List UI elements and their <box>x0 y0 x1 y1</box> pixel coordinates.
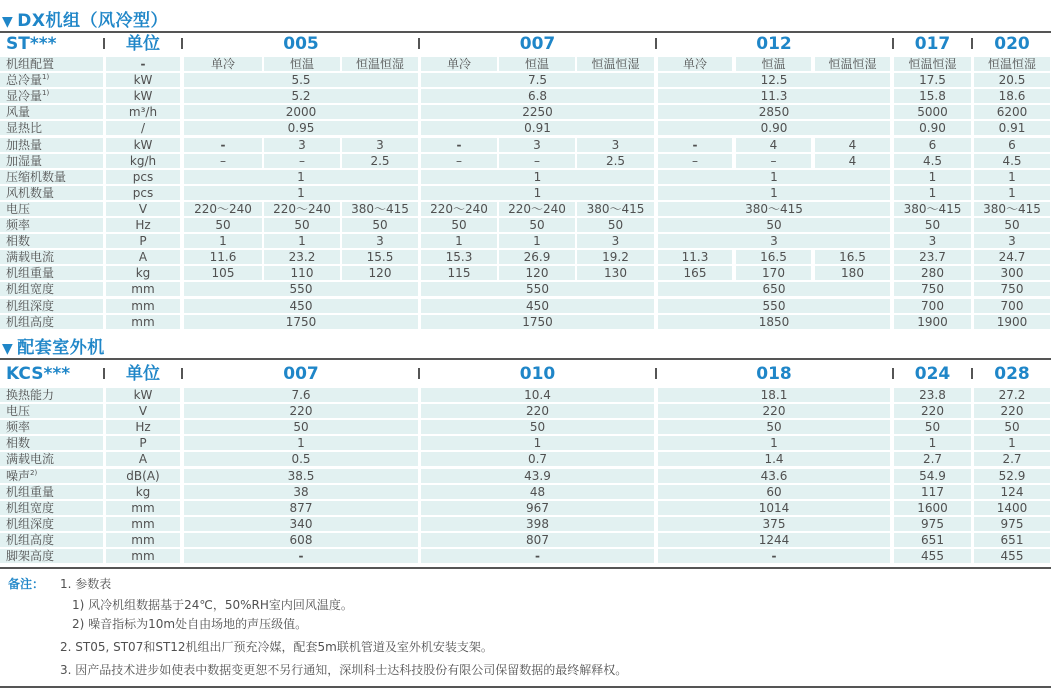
unit-header: 单位 <box>126 364 160 384</box>
value-cell: 38.5 <box>184 469 418 483</box>
value-cell: - <box>421 138 497 152</box>
value-cell: 50 <box>184 218 262 232</box>
value-cell: 450 <box>421 299 654 313</box>
value-cell: 23.8 <box>894 388 971 402</box>
value-cell: 608 <box>184 533 418 547</box>
row-unit: m³/h <box>106 105 180 119</box>
row-unit: mm <box>106 517 180 531</box>
row-unit: kW <box>106 73 180 87</box>
value-cell: 280 <box>894 266 971 280</box>
row-unit: A <box>106 452 180 466</box>
value-cell: 4 <box>736 138 811 152</box>
row-unit: P <box>106 436 180 450</box>
row-label: 脚架高度 <box>0 549 103 563</box>
row-unit: kg <box>106 485 180 499</box>
value-cell: 975 <box>894 517 971 531</box>
value-cell: 1 <box>184 170 418 184</box>
value-cell: 4.5 <box>894 154 971 168</box>
value-cell: 43.9 <box>421 469 654 483</box>
config-cell: 单冷 <box>658 57 732 71</box>
value-cell: 750 <box>894 282 971 296</box>
value-cell: - <box>658 549 890 563</box>
value-cell: 220 <box>658 404 890 418</box>
value-cell: 300 <box>974 266 1050 280</box>
value-cell: 3 <box>894 234 971 248</box>
value-cell: 1 <box>421 436 654 450</box>
divider <box>0 686 1051 688</box>
value-cell: 1 <box>894 436 971 450</box>
value-cell: 750 <box>974 282 1050 296</box>
note-line: 2) 噪音指标为10m处自由场地的声压级值。 <box>72 617 308 631</box>
row-unit: P <box>106 234 180 248</box>
value-cell: 6 <box>974 138 1050 152</box>
triangle-down-icon: ▼ <box>2 341 14 357</box>
column-separator <box>181 368 183 379</box>
row-label: 总冷量$^{1)}$ <box>0 73 103 87</box>
row-label: 机组深度 <box>0 517 103 531</box>
value-cell: 110 <box>264 266 340 280</box>
row-unit: A <box>106 250 180 264</box>
value-cell: 1244 <box>658 533 890 547</box>
row-label: 满载电流 <box>0 250 103 264</box>
note-line: 3. 因产品技术进步如使表中数据变更恕不另行通知，深圳科士达科技股份有限公司保留数据的最终解释权。 <box>60 663 628 677</box>
row-label: 机组深度 <box>0 299 103 313</box>
row-unit: - <box>106 57 180 71</box>
value-cell: 23.2 <box>264 250 340 264</box>
config-cell: 恒温恒湿 <box>815 57 890 71</box>
value-cell: 220 <box>184 404 418 418</box>
value-cell: 20.5 <box>974 73 1050 87</box>
value-cell: 340 <box>184 517 418 531</box>
row-label: 满载电流 <box>0 452 103 466</box>
value-cell: 1900 <box>894 315 971 329</box>
value-cell: 124 <box>974 485 1050 499</box>
value-cell: 3 <box>342 138 418 152</box>
row-label: 加热量 <box>0 138 103 152</box>
row-unit: mm <box>106 501 180 515</box>
value-cell: 2.5 <box>342 154 418 168</box>
column-separator <box>971 368 973 379</box>
config-cell: 恒温恒湿 <box>894 57 971 71</box>
row-unit: V <box>106 202 180 216</box>
row-label: 机组高度 <box>0 315 103 329</box>
row-unit: kW <box>106 138 180 152</box>
value-cell: 1 <box>894 186 971 200</box>
value-cell: 1 <box>658 186 890 200</box>
value-cell: 180 <box>815 266 890 280</box>
column-separator <box>655 368 657 379</box>
value-cell: 50 <box>184 420 418 434</box>
value-cell: 220 <box>421 404 654 418</box>
row-label: 噪声$^{2)}$ <box>0 469 103 483</box>
value-cell: 1 <box>658 436 890 450</box>
model-header: 005 <box>283 34 319 54</box>
value-cell: 0.7 <box>421 452 654 466</box>
value-cell: 3 <box>264 138 340 152</box>
value-cell: – <box>264 154 340 168</box>
value-cell: 220～240 <box>264 202 340 216</box>
row-label: 机组重量 <box>0 266 103 280</box>
model-header: 017 <box>914 34 951 54</box>
value-cell: 967 <box>421 501 654 515</box>
column-separator <box>103 368 105 379</box>
value-cell: 4.5 <box>974 154 1050 168</box>
row-unit: dB(A) <box>106 469 180 483</box>
value-cell: 50 <box>421 420 654 434</box>
value-cell: 1 <box>184 436 418 450</box>
value-cell: 19.2 <box>577 250 654 264</box>
config-cell: 单冷 <box>421 57 497 71</box>
value-cell: 18.1 <box>658 388 890 402</box>
value-cell: 2.7 <box>894 452 971 466</box>
value-cell: 3 <box>658 234 890 248</box>
value-cell: 1750 <box>184 315 418 329</box>
value-cell: 0.5 <box>184 452 418 466</box>
value-cell: 52.9 <box>974 469 1050 483</box>
value-cell: 1 <box>894 170 971 184</box>
row-label: 显热比 <box>0 121 103 135</box>
model-header: 010 <box>519 364 556 384</box>
value-cell: 0.95 <box>184 121 418 135</box>
value-cell: 50 <box>342 218 418 232</box>
value-cell: 455 <box>974 549 1050 563</box>
value-cell: 0.91 <box>974 121 1050 135</box>
value-cell: 455 <box>894 549 971 563</box>
divider <box>0 358 1051 360</box>
value-cell: 3 <box>342 234 418 248</box>
model-header: 012 <box>756 34 792 54</box>
value-cell: 50 <box>264 218 340 232</box>
value-cell: – <box>658 154 732 168</box>
value-cell: 26.9 <box>499 250 575 264</box>
value-cell: 1 <box>421 170 654 184</box>
value-cell: 10.4 <box>421 388 654 402</box>
value-cell: 1400 <box>974 501 1050 515</box>
value-cell: 11.3 <box>658 250 732 264</box>
value-cell: 2250 <box>421 105 654 119</box>
triangle-down-icon: ▼ <box>2 14 14 30</box>
row-unit: pcs <box>106 186 180 200</box>
row-unit: kg/h <box>106 154 180 168</box>
section-title-text: DX机组（风冷型） <box>17 11 168 31</box>
row-unit: mm <box>106 549 180 563</box>
row-unit: kW <box>106 388 180 402</box>
value-cell: 0.90 <box>658 121 890 135</box>
column-separator <box>892 368 894 379</box>
value-cell: – <box>736 154 811 168</box>
row-label: 显冷量$^{1)}$ <box>0 89 103 103</box>
value-cell: 1.4 <box>658 452 890 466</box>
value-cell: 1 <box>974 186 1050 200</box>
value-cell: 16.5 <box>736 250 811 264</box>
value-cell: 50 <box>577 218 654 232</box>
value-cell: - <box>184 549 418 563</box>
row-label: 风机数量 <box>0 186 103 200</box>
config-cell: 恒温 <box>736 57 811 71</box>
note-line: 1. 参数表 <box>60 577 112 591</box>
value-cell: 220 <box>974 404 1050 418</box>
value-cell: 15.5 <box>342 250 418 264</box>
row-unit: V <box>106 404 180 418</box>
value-cell: 550 <box>658 299 890 313</box>
value-cell: 38 <box>184 485 418 499</box>
value-cell: 1850 <box>658 315 890 329</box>
model-header: 024 <box>914 364 951 384</box>
value-cell: 50 <box>894 218 971 232</box>
row-unit: Hz <box>106 218 180 232</box>
section-title-outdoor-unit <box>2 333 105 358</box>
row-label: 频率 <box>0 420 103 434</box>
value-cell: 4 <box>815 138 890 152</box>
value-cell: 5.5 <box>184 73 418 87</box>
value-cell: 11.6 <box>184 250 262 264</box>
column-separator <box>418 368 420 379</box>
value-cell: 120 <box>342 266 418 280</box>
column-separator <box>181 38 183 49</box>
value-cell: 220～240 <box>421 202 497 216</box>
column-separator <box>103 38 105 49</box>
value-cell: 50 <box>974 420 1050 434</box>
value-cell: – <box>421 154 497 168</box>
value-cell: – <box>499 154 575 168</box>
value-cell: 48 <box>421 485 654 499</box>
unit-header: 单位 <box>126 34 160 54</box>
value-cell: 651 <box>894 533 971 547</box>
value-cell: 105 <box>184 266 262 280</box>
value-cell: 375 <box>658 517 890 531</box>
value-cell: 380～415 <box>342 202 418 216</box>
config-cell: 单冷 <box>184 57 262 71</box>
row-label: 电压 <box>0 202 103 216</box>
notes-label: 备注： <box>8 577 45 591</box>
value-cell: 700 <box>894 299 971 313</box>
value-cell: 50 <box>658 218 890 232</box>
value-cell: 1 <box>421 186 654 200</box>
row-unit: mm <box>106 282 180 296</box>
value-cell: - <box>184 138 262 152</box>
model-header: 020 <box>994 34 1030 54</box>
row-unit: kW <box>106 89 180 103</box>
value-cell: 1 <box>658 170 890 184</box>
row-label: 相数 <box>0 234 103 248</box>
column-separator <box>418 38 420 49</box>
value-cell: 380～415 <box>577 202 654 216</box>
value-cell: 130 <box>577 266 654 280</box>
row-label: 换热能力 <box>0 388 103 402</box>
config-cell: 恒温恒湿 <box>577 57 654 71</box>
value-cell: 43.6 <box>658 469 890 483</box>
value-cell: 117 <box>894 485 971 499</box>
value-cell: 15.8 <box>894 89 971 103</box>
value-cell: 5000 <box>894 105 971 119</box>
value-cell: 15.3 <box>421 250 497 264</box>
row-label: 加湿量 <box>0 154 103 168</box>
row-unit: Hz <box>106 420 180 434</box>
value-cell: 17.5 <box>894 73 971 87</box>
row-label: 机组宽度 <box>0 501 103 515</box>
row-label: 机组高度 <box>0 533 103 547</box>
row-label: 风量 <box>0 105 103 119</box>
model-header: 007 <box>519 34 556 54</box>
model-header: 028 <box>994 364 1030 384</box>
value-cell: 50 <box>974 218 1050 232</box>
column-separator <box>655 38 657 49</box>
config-cell: 恒温 <box>264 57 340 71</box>
value-cell: 807 <box>421 533 654 547</box>
value-cell: 651 <box>974 533 1050 547</box>
value-cell: 220～240 <box>184 202 262 216</box>
row-unit: mm <box>106 299 180 313</box>
row-unit: pcs <box>106 170 180 184</box>
model-series-header: ST*** <box>6 34 57 54</box>
row-label: 机组宽度 <box>0 282 103 296</box>
config-cell: 恒温恒湿 <box>342 57 418 71</box>
value-cell: 54.9 <box>894 469 971 483</box>
value-cell: 24.7 <box>974 250 1050 264</box>
value-cell: 1014 <box>658 501 890 515</box>
row-label: 压缩机数量 <box>0 170 103 184</box>
value-cell: 27.2 <box>974 388 1050 402</box>
value-cell: 700 <box>974 299 1050 313</box>
value-cell: 550 <box>184 282 418 296</box>
value-cell: 877 <box>184 501 418 515</box>
value-cell: 1750 <box>421 315 654 329</box>
row-unit: / <box>106 121 180 135</box>
value-cell: 11.3 <box>658 89 890 103</box>
value-cell: 380～415 <box>658 202 890 216</box>
value-cell: 1900 <box>974 315 1050 329</box>
value-cell: - <box>658 138 732 152</box>
value-cell: 2850 <box>658 105 890 119</box>
model-series-header: KCS*** <box>6 364 71 384</box>
value-cell: 3 <box>499 138 575 152</box>
model-header: 018 <box>756 364 792 384</box>
value-cell: 6200 <box>974 105 1050 119</box>
section-title-dx-unit <box>2 6 168 31</box>
value-cell: – <box>184 154 262 168</box>
value-cell: 165 <box>658 266 732 280</box>
value-cell: 23.7 <box>894 250 971 264</box>
divider <box>0 567 1051 569</box>
value-cell: 2.5 <box>577 154 654 168</box>
value-cell: 3 <box>577 234 654 248</box>
value-cell: 650 <box>658 282 890 296</box>
value-cell: 380～415 <box>974 202 1050 216</box>
config-cell: 恒温恒湿 <box>974 57 1050 71</box>
value-cell: 6.8 <box>421 89 654 103</box>
value-cell: 5.2 <box>184 89 418 103</box>
value-cell: 975 <box>974 517 1050 531</box>
value-cell: 50 <box>499 218 575 232</box>
value-cell: 0.91 <box>421 121 654 135</box>
config-cell: 恒温 <box>499 57 575 71</box>
value-cell: 2000 <box>184 105 418 119</box>
value-cell: 3 <box>974 234 1050 248</box>
value-cell: 1 <box>974 170 1050 184</box>
value-cell: 220 <box>894 404 971 418</box>
row-label: 机组重量 <box>0 485 103 499</box>
model-header: 007 <box>283 364 319 384</box>
row-unit: mm <box>106 315 180 329</box>
value-cell: 1 <box>974 436 1050 450</box>
column-separator <box>971 38 973 49</box>
value-cell: 398 <box>421 517 654 531</box>
row-label: 频率 <box>0 218 103 232</box>
value-cell: 4 <box>815 154 890 168</box>
value-cell: 1 <box>421 234 497 248</box>
value-cell: 120 <box>499 266 575 280</box>
value-cell: 170 <box>736 266 811 280</box>
value-cell: 0.90 <box>894 121 971 135</box>
row-unit: mm <box>106 533 180 547</box>
value-cell: 1 <box>499 234 575 248</box>
value-cell: 50 <box>894 420 971 434</box>
note-line: 2. ST05, ST07和ST12机组出厂预充冷媒，配套5m联机管道及室外机安装支架。 <box>60 640 493 654</box>
column-separator <box>892 38 894 49</box>
value-cell: 450 <box>184 299 418 313</box>
value-cell: 50 <box>421 218 497 232</box>
value-cell: 1 <box>184 186 418 200</box>
value-cell: 1 <box>184 234 262 248</box>
note-line: 1) 风冷机组数据基于24℃，50%RH室内回风温度。 <box>72 598 353 612</box>
value-cell: 18.6 <box>974 89 1050 103</box>
value-cell: 1600 <box>894 501 971 515</box>
value-cell: 16.5 <box>815 250 890 264</box>
row-label: 相数 <box>0 436 103 450</box>
value-cell: 12.5 <box>658 73 890 87</box>
row-label: 电压 <box>0 404 103 418</box>
value-cell: 1 <box>264 234 340 248</box>
value-cell: 220～240 <box>499 202 575 216</box>
value-cell: 6 <box>894 138 971 152</box>
value-cell: 550 <box>421 282 654 296</box>
row-label: 机组配置 <box>0 57 103 71</box>
value-cell: 380～415 <box>894 202 971 216</box>
value-cell: 50 <box>658 420 890 434</box>
value-cell: 7.6 <box>184 388 418 402</box>
value-cell: 2.7 <box>974 452 1050 466</box>
section-title-text: 配套室外机 <box>17 338 105 358</box>
value-cell: 115 <box>421 266 497 280</box>
row-unit: kg <box>106 266 180 280</box>
value-cell: 7.5 <box>421 73 654 87</box>
value-cell: 3 <box>577 138 654 152</box>
value-cell: 60 <box>658 485 890 499</box>
value-cell: - <box>421 549 654 563</box>
